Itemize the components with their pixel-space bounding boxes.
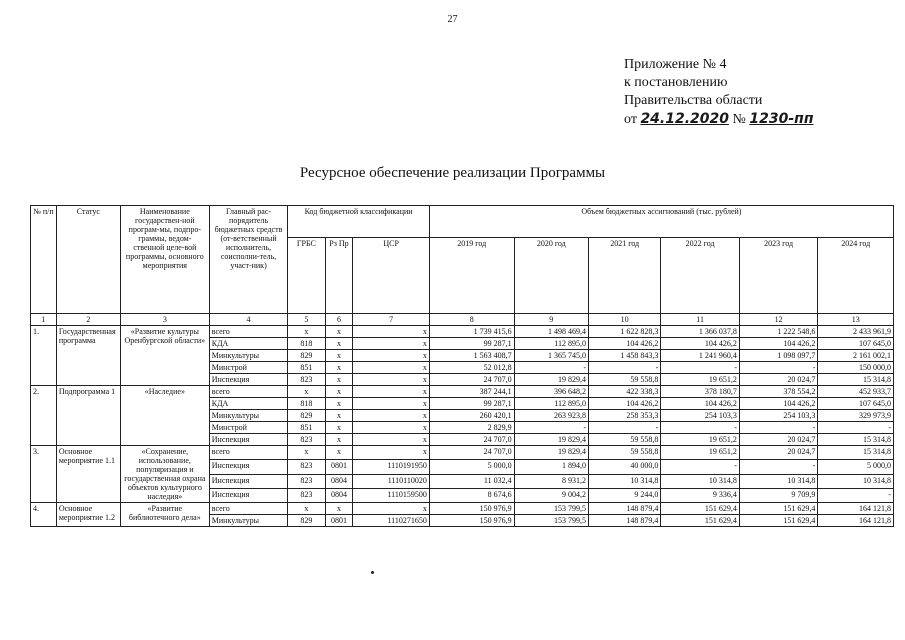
table-cell: 20 024,7 (739, 434, 818, 446)
table-cell: 107 645,0 (818, 338, 894, 350)
header-code-group: Код бюджетной классификации (288, 206, 430, 238)
table-cell: 851 (288, 362, 325, 374)
table-cell: - (739, 460, 818, 474)
table-cell: х (288, 386, 325, 398)
table-cell: х (288, 326, 325, 338)
table-cell: 59 558,8 (589, 446, 661, 460)
table-cell: 1 622 828,3 (589, 326, 661, 338)
table-cell: Минкультуры (209, 515, 288, 527)
table-cell: 1 366 037,8 (661, 326, 740, 338)
page-number: 27 (447, 14, 458, 25)
column-number: 9 (514, 314, 588, 326)
table-cell: 823 (288, 460, 325, 474)
table-cell: 20 024,7 (739, 446, 818, 460)
table-cell: 99 287,1 (429, 398, 514, 410)
header-year: 2020 год (514, 238, 588, 314)
table-cell: 107 645,0 (818, 398, 894, 410)
table-cell: 104 426,2 (589, 338, 661, 350)
column-number: 6 (325, 314, 353, 326)
table-cell: х (353, 338, 429, 350)
table-cell: 104 426,2 (661, 398, 740, 410)
table-cell: 104 426,2 (739, 398, 818, 410)
table-cell: Инспекция (209, 474, 288, 488)
header-year: 2023 год (739, 238, 818, 314)
table-cell: х (353, 374, 429, 386)
table-cell: х (325, 446, 353, 460)
table-cell: КДА (209, 398, 288, 410)
table-cell: 19 829,4 (514, 374, 588, 386)
table-cell: х (325, 350, 353, 362)
table-cell: 164 121,8 (818, 503, 894, 515)
table-cell: 15 314,8 (818, 446, 894, 460)
table-cell: х (353, 503, 429, 515)
table-cell: 24 707,0 (429, 446, 514, 460)
column-number: 4 (209, 314, 288, 326)
table-cell: 378 180,7 (661, 386, 740, 398)
table-cell: 258 353,3 (589, 410, 661, 422)
table-cell: - (514, 362, 588, 374)
table-cell: 112 895,0 (514, 338, 588, 350)
table-cell: КДА (209, 338, 288, 350)
table-cell: 378 554,2 (739, 386, 818, 398)
header-volume-group: Объем бюджетных ассигнований (тыс. рублей) (429, 206, 893, 238)
table-cell: 829 (288, 515, 325, 527)
table-cell: 851 (288, 422, 325, 434)
table-cell: 254 103,3 (661, 410, 740, 422)
table-cell: Минстрой (209, 362, 288, 374)
header-num: № п/п (31, 206, 57, 314)
table-cell: х (353, 362, 429, 374)
document-title: Ресурсное обеспечение реализации Программы (299, 165, 606, 181)
column-number: 1 (31, 314, 57, 326)
table-cell: х (288, 446, 325, 460)
table-cell: 153 799,5 (514, 503, 588, 515)
table-cell: 151 629,4 (739, 515, 818, 527)
header-csr: ЦСР (353, 238, 429, 314)
table-cell: х (353, 398, 429, 410)
table-cell: 329 973,9 (818, 410, 894, 422)
header-status: Статус (56, 206, 120, 314)
group-name: «Развитие библиотечного дела» (120, 503, 209, 527)
number-prefix: № (732, 112, 746, 127)
table-cell: 5 000,0 (818, 460, 894, 474)
table-cell: 254 103,3 (739, 410, 818, 422)
table-cell: 823 (288, 374, 325, 386)
table-cell: 150 976,9 (429, 503, 514, 515)
table-cell: 10 314,8 (739, 474, 818, 488)
table-cell: всего (209, 446, 288, 460)
table-cell: х (325, 386, 353, 398)
table-cell: х (288, 503, 325, 515)
table-cell: - (661, 460, 740, 474)
table-cell: 40 000,0 (589, 460, 661, 474)
table-cell: 818 (288, 398, 325, 410)
table-cell: - (818, 488, 894, 502)
column-number: 10 (589, 314, 661, 326)
table-cell: - (661, 422, 740, 434)
table-cell: Инспекция (209, 434, 288, 446)
table-cell: 9 709,9 (739, 488, 818, 502)
table-cell: 263 923,8 (514, 410, 588, 422)
table-cell: 387 244,1 (429, 386, 514, 398)
table-cell: 148 879,4 (589, 503, 661, 515)
table-cell: Инспекция (209, 488, 288, 502)
resource-table (30, 205, 894, 527)
table-cell: Инспекция (209, 460, 288, 474)
group-name: «Развитие культуры Оренбургской области» (120, 326, 209, 386)
table-cell: 5 000,0 (429, 460, 514, 474)
table-cell: 19 829,4 (514, 446, 588, 460)
appendix-block (624, 56, 814, 129)
table-cell: 1110271650 (353, 515, 429, 527)
table-cell: 829 (288, 410, 325, 422)
table-cell: 8 931,2 (514, 474, 588, 488)
table-cell: Минстрой (209, 422, 288, 434)
appendix-line-3: Правительства области (624, 93, 763, 108)
header-year: 2021 год (589, 238, 661, 314)
table-row (31, 326, 894, 338)
appendix-line-2: к постановлению (624, 75, 728, 90)
table-cell: - (514, 422, 588, 434)
table-cell: 104 426,2 (589, 398, 661, 410)
table-cell: 0804 (325, 488, 353, 502)
appendix-date-line (624, 110, 814, 129)
table-cell: 1 241 960,4 (661, 350, 740, 362)
table-cell: 0801 (325, 515, 353, 527)
table-cell: х (325, 503, 353, 515)
table-row (31, 446, 894, 460)
table-cell: 148 879,4 (589, 515, 661, 527)
table-cell: 2 829,9 (429, 422, 514, 434)
group-num: 3. (31, 446, 57, 503)
group-num: 1. (31, 326, 57, 386)
table-cell: 99 287,1 (429, 338, 514, 350)
table-cell: 151 629,4 (739, 503, 818, 515)
table-cell: 818 (288, 338, 325, 350)
group-status: Основное мероприятие 1.1 (56, 446, 120, 503)
column-number: 8 (429, 314, 514, 326)
table-cell: 59 558,8 (589, 434, 661, 446)
table-cell: 164 121,8 (818, 515, 894, 527)
table-cell: - (739, 362, 818, 374)
table-cell: 1110159500 (353, 488, 429, 502)
table-cell: 24 707,0 (429, 434, 514, 446)
table-cell: х (353, 434, 429, 446)
table-cell: 151 629,4 (661, 515, 740, 527)
table-cell: 1 739 415,6 (429, 326, 514, 338)
table-cell: 104 426,2 (661, 338, 740, 350)
table-cell: х (325, 434, 353, 446)
table-cell: 11 032,4 (429, 474, 514, 488)
group-name: «Сохранение, использование, популяризация и государственная охрана объектов культурного наследия» (120, 446, 209, 503)
table-cell: 2 433 961,9 (818, 326, 894, 338)
group-name: «Наследие» (120, 386, 209, 446)
table-cell: х (325, 422, 353, 434)
table-cell: х (353, 410, 429, 422)
header-year: 2022 год (661, 238, 740, 314)
column-number-row (31, 314, 894, 326)
group-status: Подпрограмма 1 (56, 386, 120, 446)
table-row (31, 503, 894, 515)
appendix-line-1: Приложение № 4 (624, 57, 727, 72)
table-cell: Инспекция (209, 374, 288, 386)
table-cell: 19 651,2 (661, 434, 740, 446)
table-cell: - (589, 362, 661, 374)
table-cell: 1 498 469,4 (514, 326, 588, 338)
table-cell: - (739, 422, 818, 434)
table-cell: х (353, 326, 429, 338)
column-number: 5 (288, 314, 325, 326)
table-cell: 59 558,8 (589, 374, 661, 386)
table-cell: 1 365 745,0 (514, 350, 588, 362)
table-cell: х (353, 386, 429, 398)
table-cell: 150 976,9 (429, 515, 514, 527)
table-cell: 1110110020 (353, 474, 429, 488)
table-cell: 396 648,2 (514, 386, 588, 398)
group-status: Государственная программа (56, 326, 120, 386)
table-cell: 151 629,4 (661, 503, 740, 515)
table-cell: - (661, 362, 740, 374)
table-cell: 52 012,8 (429, 362, 514, 374)
table-cell: 829 (288, 350, 325, 362)
table-cell: 260 420,1 (429, 410, 514, 422)
table-cell: х (325, 326, 353, 338)
table-cell: х (325, 338, 353, 350)
ink-mark (371, 571, 374, 574)
table-cell: х (325, 374, 353, 386)
handwritten-date: 24.12.2020 (640, 111, 730, 127)
group-num: 2. (31, 386, 57, 446)
handwritten-number: 1230-пп (749, 111, 814, 127)
group-status: Основное мероприятие 1.2 (56, 503, 120, 527)
table-cell: - (589, 422, 661, 434)
table-cell: х (353, 422, 429, 434)
table-cell: 19 651,2 (661, 374, 740, 386)
table-cell: х (325, 410, 353, 422)
header-name: Наименование государствен-ной програм-мы, подпро-граммы, ведом-ственной целе-вой программы, основного мероприятия (120, 206, 209, 314)
table-cell: 20 024,7 (739, 374, 818, 386)
table-cell: 823 (288, 474, 325, 488)
table-cell: 1 222 548,6 (739, 326, 818, 338)
column-number: 13 (818, 314, 894, 326)
table-cell: х (353, 446, 429, 460)
group-num: 4. (31, 503, 57, 527)
table-cell: 19 829,4 (514, 434, 588, 446)
table-cell: всего (209, 386, 288, 398)
header-grbs-full: Главный рас-порядитель бюджетных средств (от-ветственный исполнитель, соисполни-тель, участ-ник) (209, 206, 288, 314)
column-number: 12 (739, 314, 818, 326)
table-cell: 150 000,0 (818, 362, 894, 374)
table-cell: 823 (288, 434, 325, 446)
header-rzpr: Рз Пр (325, 238, 353, 314)
table-cell: всего (209, 503, 288, 515)
table-cell: 104 426,2 (739, 338, 818, 350)
table-cell: 15 314,8 (818, 434, 894, 446)
column-number: 3 (120, 314, 209, 326)
header-year: 2019 год (429, 238, 514, 314)
table-cell: всего (209, 326, 288, 338)
column-number: 2 (56, 314, 120, 326)
table-cell: 1 894,0 (514, 460, 588, 474)
table-cell: Минкультуры (209, 350, 288, 362)
table-cell: 10 314,8 (661, 474, 740, 488)
table-cell: 9 336,4 (661, 488, 740, 502)
table-cell: 1 458 843,3 (589, 350, 661, 362)
table-cell: 0801 (325, 460, 353, 474)
table-row (31, 386, 894, 398)
table-cell: х (325, 398, 353, 410)
table-cell: 1 098 097,7 (739, 350, 818, 362)
header-grbs: ГРБС (288, 238, 325, 314)
header-year: 2024 год (818, 238, 894, 314)
table-cell: 2 161 002,1 (818, 350, 894, 362)
table-cell: х (353, 350, 429, 362)
table-cell: 153 799,5 (514, 515, 588, 527)
column-number: 7 (353, 314, 429, 326)
table-cell: 8 674,6 (429, 488, 514, 502)
table-cell: 422 338,3 (589, 386, 661, 398)
table-cell: 15 314,8 (818, 374, 894, 386)
table-cell: Минкультуры (209, 410, 288, 422)
table-cell: 1110191950 (353, 460, 429, 474)
table-cell: 823 (288, 488, 325, 502)
table-cell: 19 651,2 (661, 446, 740, 460)
column-number: 11 (661, 314, 740, 326)
table-cell: 10 314,8 (589, 474, 661, 488)
table-cell: 0804 (325, 474, 353, 488)
table-cell: 10 314,8 (818, 474, 894, 488)
table-cell: 1 563 408,7 (429, 350, 514, 362)
date-prefix: от (624, 112, 637, 127)
table-cell: 112 895,0 (514, 398, 588, 410)
table-cell: 24 707,0 (429, 374, 514, 386)
table-cell: 9 244,0 (589, 488, 661, 502)
table-cell: 452 933,7 (818, 386, 894, 398)
table-cell: - (818, 422, 894, 434)
table-cell: х (325, 362, 353, 374)
table-cell: 9 004,2 (514, 488, 588, 502)
